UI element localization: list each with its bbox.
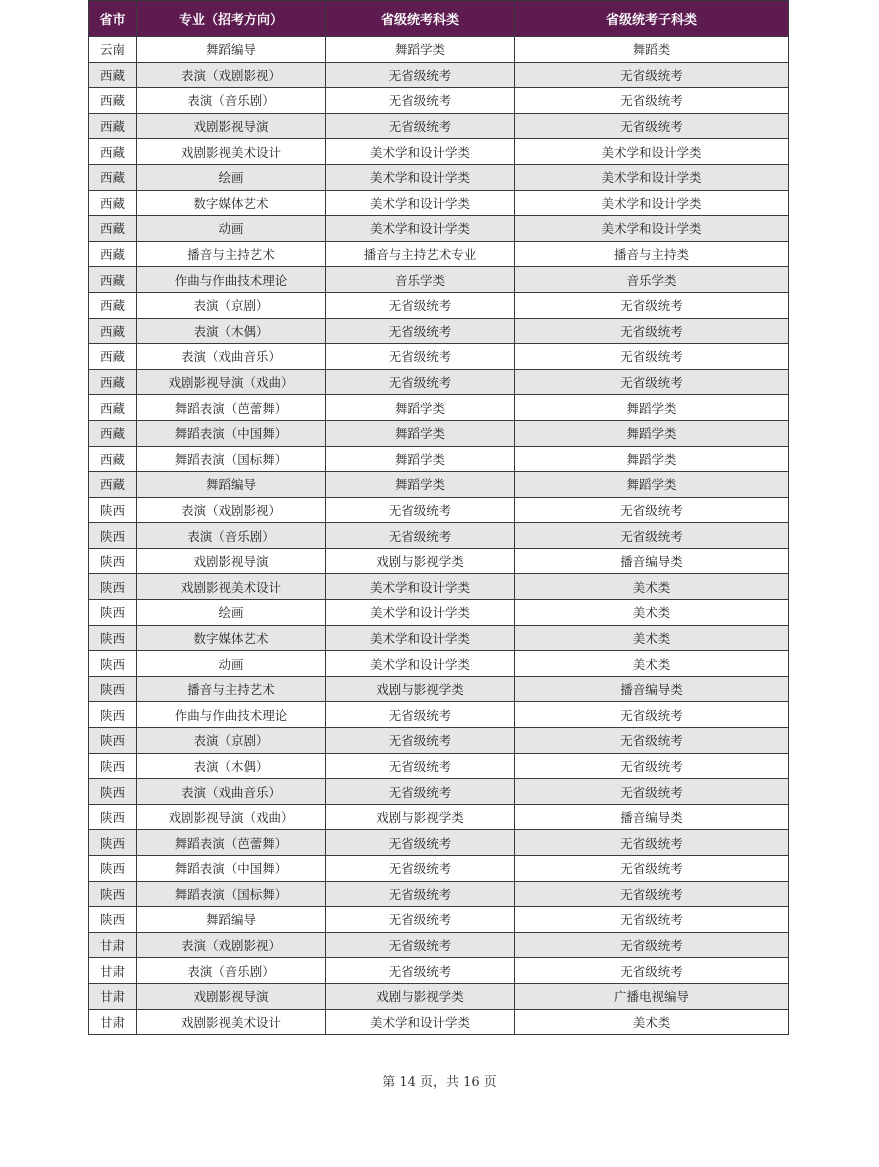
table-row (89, 932, 789, 958)
cell-province: 陕西 (89, 574, 137, 600)
cell-exam-category: 无省级统考 (326, 856, 515, 882)
cell-exam-category: 无省级统考 (326, 113, 515, 139)
cell-major: 舞蹈编导 (137, 907, 326, 933)
table-body (89, 37, 789, 1035)
cell-exam-subcategory: 无省级统考 (515, 907, 789, 933)
cell-province: 西藏 (89, 395, 137, 421)
table-row (89, 958, 789, 984)
cell-exam-subcategory: 音乐学类 (515, 267, 789, 293)
cell-exam-category: 无省级统考 (326, 932, 515, 958)
cell-exam-subcategory: 无省级统考 (515, 958, 789, 984)
cell-province: 西藏 (89, 88, 137, 114)
cell-major: 舞蹈表演（中国舞） (137, 420, 326, 446)
cell-exam-category: 无省级统考 (326, 292, 515, 318)
table-row (89, 292, 789, 318)
table-row (89, 216, 789, 242)
cell-province: 陕西 (89, 753, 137, 779)
cell-exam-subcategory: 无省级统考 (515, 62, 789, 88)
cell-major: 舞蹈表演（芭蕾舞） (137, 830, 326, 856)
table-row (89, 344, 789, 370)
cell-major: 戏剧影视导演 (137, 548, 326, 574)
cell-exam-subcategory: 舞蹈学类 (515, 472, 789, 498)
cell-major: 作曲与作曲技术理论 (137, 267, 326, 293)
table-row (89, 907, 789, 933)
cell-province: 西藏 (89, 292, 137, 318)
table-row (89, 446, 789, 472)
cell-province: 陕西 (89, 804, 137, 830)
cell-exam-subcategory: 无省级统考 (515, 728, 789, 754)
cell-exam-category: 美术学和设计学类 (326, 190, 515, 216)
cell-exam-subcategory: 播音编导类 (515, 804, 789, 830)
cell-major: 动画 (137, 216, 326, 242)
cell-exam-subcategory: 无省级统考 (515, 753, 789, 779)
cell-exam-subcategory: 美术类 (515, 600, 789, 626)
cell-exam-subcategory: 舞蹈学类 (515, 446, 789, 472)
cell-province: 陕西 (89, 600, 137, 626)
cell-major: 戏剧影视美术设计 (137, 574, 326, 600)
cell-province: 西藏 (89, 369, 137, 395)
cell-exam-subcategory: 无省级统考 (515, 497, 789, 523)
cell-major: 表演（音乐剧） (137, 958, 326, 984)
cell-province: 西藏 (89, 113, 137, 139)
table-container (88, 0, 788, 1035)
cell-major: 表演（木偶） (137, 753, 326, 779)
cell-major: 舞蹈编导 (137, 37, 326, 63)
cell-exam-subcategory: 美术学和设计学类 (515, 190, 789, 216)
cell-major: 表演（戏剧影视） (137, 62, 326, 88)
cell-exam-subcategory: 舞蹈学类 (515, 420, 789, 446)
cell-province: 西藏 (89, 164, 137, 190)
table-row (89, 523, 789, 549)
cell-major: 表演（戏剧影视） (137, 497, 326, 523)
cell-province: 西藏 (89, 139, 137, 165)
cell-exam-subcategory: 美术类 (515, 1009, 789, 1035)
cell-exam-category: 无省级统考 (326, 907, 515, 933)
table-row (89, 651, 789, 677)
cell-exam-subcategory: 舞蹈学类 (515, 395, 789, 421)
table-row (89, 753, 789, 779)
cell-major: 戏剧影视美术设计 (137, 1009, 326, 1035)
cell-exam-category: 美术学和设计学类 (326, 1009, 515, 1035)
cell-province: 陕西 (89, 676, 137, 702)
admissions-table (88, 0, 789, 1035)
cell-province: 陕西 (89, 830, 137, 856)
cell-major: 表演（戏曲音乐） (137, 344, 326, 370)
cell-exam-category: 无省级统考 (326, 497, 515, 523)
cell-province: 陕西 (89, 881, 137, 907)
cell-major: 播音与主持艺术 (137, 241, 326, 267)
cell-exam-category: 无省级统考 (326, 958, 515, 984)
cell-province: 云南 (89, 37, 137, 63)
header-major: 专业（招考方向） (137, 1, 326, 37)
header-row (89, 1, 789, 37)
cell-exam-subcategory: 无省级统考 (515, 523, 789, 549)
table-header (89, 1, 789, 37)
table-row (89, 625, 789, 651)
cell-exam-subcategory: 美术类 (515, 574, 789, 600)
cell-major: 戏剧影视导演 (137, 113, 326, 139)
table-row (89, 139, 789, 165)
table-row (89, 676, 789, 702)
cell-province: 陕西 (89, 523, 137, 549)
cell-major: 表演（京剧） (137, 728, 326, 754)
cell-province: 西藏 (89, 446, 137, 472)
cell-exam-category: 美术学和设计学类 (326, 574, 515, 600)
cell-major: 表演（戏剧影视） (137, 932, 326, 958)
cell-exam-category: 无省级统考 (326, 344, 515, 370)
table-row (89, 420, 789, 446)
cell-exam-subcategory: 广播电视编导 (515, 983, 789, 1009)
cell-exam-category: 舞蹈学类 (326, 395, 515, 421)
cell-exam-subcategory: 舞蹈类 (515, 37, 789, 63)
header-exam-subcategory: 省级统考子科类 (515, 1, 789, 37)
cell-province: 西藏 (89, 62, 137, 88)
cell-major: 舞蹈表演（国标舞） (137, 881, 326, 907)
table-row (89, 779, 789, 805)
cell-exam-subcategory: 无省级统考 (515, 369, 789, 395)
cell-major: 戏剧影视导演（戏曲） (137, 804, 326, 830)
cell-exam-subcategory: 美术学和设计学类 (515, 216, 789, 242)
cell-province: 西藏 (89, 267, 137, 293)
cell-major: 绘画 (137, 600, 326, 626)
cell-exam-category: 无省级统考 (326, 523, 515, 549)
table-row (89, 318, 789, 344)
table-row (89, 702, 789, 728)
cell-major: 绘画 (137, 164, 326, 190)
cell-province: 陕西 (89, 907, 137, 933)
cell-province: 西藏 (89, 216, 137, 242)
cell-major: 播音与主持艺术 (137, 676, 326, 702)
cell-major: 动画 (137, 651, 326, 677)
cell-province: 陕西 (89, 651, 137, 677)
cell-exam-subcategory: 无省级统考 (515, 318, 789, 344)
cell-exam-category: 无省级统考 (326, 702, 515, 728)
cell-province: 甘肃 (89, 983, 137, 1009)
table-row (89, 395, 789, 421)
cell-exam-category: 戏剧与影视学类 (326, 548, 515, 574)
table-row (89, 728, 789, 754)
cell-exam-category: 戏剧与影视学类 (326, 804, 515, 830)
cell-exam-category: 无省级统考 (326, 830, 515, 856)
cell-major: 舞蹈表演（国标舞） (137, 446, 326, 472)
cell-exam-category: 舞蹈学类 (326, 37, 515, 63)
cell-exam-category: 无省级统考 (326, 369, 515, 395)
cell-exam-category: 无省级统考 (326, 881, 515, 907)
cell-exam-category: 舞蹈学类 (326, 472, 515, 498)
cell-exam-subcategory: 美术类 (515, 651, 789, 677)
cell-province: 陕西 (89, 779, 137, 805)
cell-exam-subcategory: 无省级统考 (515, 932, 789, 958)
cell-major: 数字媒体艺术 (137, 625, 326, 651)
cell-exam-subcategory: 无省级统考 (515, 856, 789, 882)
header-province: 省市 (89, 1, 137, 37)
cell-exam-subcategory: 无省级统考 (515, 779, 789, 805)
cell-province: 西藏 (89, 241, 137, 267)
cell-major: 戏剧影视导演（戏曲） (137, 369, 326, 395)
cell-exam-category: 音乐学类 (326, 267, 515, 293)
cell-major: 作曲与作曲技术理论 (137, 702, 326, 728)
cell-province: 陕西 (89, 548, 137, 574)
cell-exam-category: 无省级统考 (326, 318, 515, 344)
table-row (89, 190, 789, 216)
cell-major: 表演（戏曲音乐） (137, 779, 326, 805)
table-row (89, 241, 789, 267)
cell-exam-category: 戏剧与影视学类 (326, 983, 515, 1009)
cell-major: 数字媒体艺术 (137, 190, 326, 216)
cell-major: 表演（音乐剧） (137, 88, 326, 114)
cell-exam-category: 无省级统考 (326, 728, 515, 754)
cell-exam-category: 无省级统考 (326, 88, 515, 114)
table-row (89, 267, 789, 293)
table-row (89, 88, 789, 114)
table-row (89, 37, 789, 63)
cell-province: 西藏 (89, 190, 137, 216)
cell-exam-category: 美术学和设计学类 (326, 216, 515, 242)
cell-exam-subcategory: 美术学和设计学类 (515, 164, 789, 190)
cell-exam-subcategory: 播音编导类 (515, 548, 789, 574)
cell-exam-category: 播音与主持艺术专业 (326, 241, 515, 267)
cell-province: 西藏 (89, 318, 137, 344)
cell-major: 戏剧影视导演 (137, 983, 326, 1009)
cell-exam-category: 美术学和设计学类 (326, 139, 515, 165)
table-row (89, 369, 789, 395)
cell-exam-subcategory: 美术类 (515, 625, 789, 651)
cell-exam-subcategory: 无省级统考 (515, 88, 789, 114)
cell-exam-subcategory: 无省级统考 (515, 881, 789, 907)
cell-exam-category: 美术学和设计学类 (326, 164, 515, 190)
cell-province: 甘肃 (89, 1009, 137, 1035)
cell-exam-subcategory: 播音与主持类 (515, 241, 789, 267)
cell-province: 陕西 (89, 497, 137, 523)
cell-major: 舞蹈表演（芭蕾舞） (137, 395, 326, 421)
cell-exam-subcategory: 无省级统考 (515, 830, 789, 856)
cell-province: 西藏 (89, 344, 137, 370)
table-row (89, 574, 789, 600)
table-row (89, 856, 789, 882)
cell-exam-subcategory: 无省级统考 (515, 292, 789, 318)
cell-exam-category: 舞蹈学类 (326, 446, 515, 472)
table-row (89, 548, 789, 574)
cell-exam-subcategory: 无省级统考 (515, 702, 789, 728)
cell-province: 甘肃 (89, 932, 137, 958)
cell-exam-category: 美术学和设计学类 (326, 625, 515, 651)
cell-exam-subcategory: 播音编导类 (515, 676, 789, 702)
cell-exam-category: 无省级统考 (326, 779, 515, 805)
table-row (89, 600, 789, 626)
cell-province: 陕西 (89, 728, 137, 754)
table-row (89, 164, 789, 190)
cell-major: 戏剧影视美术设计 (137, 139, 326, 165)
cell-exam-category: 美术学和设计学类 (326, 600, 515, 626)
table-row (89, 472, 789, 498)
cell-exam-category: 无省级统考 (326, 62, 515, 88)
cell-exam-category: 戏剧与影视学类 (326, 676, 515, 702)
cell-province: 陕西 (89, 856, 137, 882)
cell-exam-subcategory: 无省级统考 (515, 344, 789, 370)
page-footer: 第 14 页，共 16 页 (382, 1075, 497, 1090)
table-row (89, 830, 789, 856)
cell-province: 陕西 (89, 702, 137, 728)
cell-province: 西藏 (89, 420, 137, 446)
cell-exam-category: 无省级统考 (326, 753, 515, 779)
table-row (89, 1009, 789, 1035)
cell-major: 舞蹈表演（中国舞） (137, 856, 326, 882)
cell-exam-subcategory: 美术学和设计学类 (515, 139, 789, 165)
cell-major: 表演（京剧） (137, 292, 326, 318)
cell-major: 舞蹈编导 (137, 472, 326, 498)
cell-major: 表演（音乐剧） (137, 523, 326, 549)
cell-province: 甘肃 (89, 958, 137, 984)
header-exam-category: 省级统考科类 (326, 1, 515, 37)
table-row (89, 62, 789, 88)
table-row (89, 881, 789, 907)
table-row (89, 983, 789, 1009)
cell-exam-subcategory: 无省级统考 (515, 113, 789, 139)
cell-exam-category: 美术学和设计学类 (326, 651, 515, 677)
cell-exam-category: 舞蹈学类 (326, 420, 515, 446)
cell-province: 西藏 (89, 472, 137, 498)
table-row (89, 804, 789, 830)
cell-province: 陕西 (89, 625, 137, 651)
table-row (89, 113, 789, 139)
table-row (89, 497, 789, 523)
cell-major: 表演（木偶） (137, 318, 326, 344)
